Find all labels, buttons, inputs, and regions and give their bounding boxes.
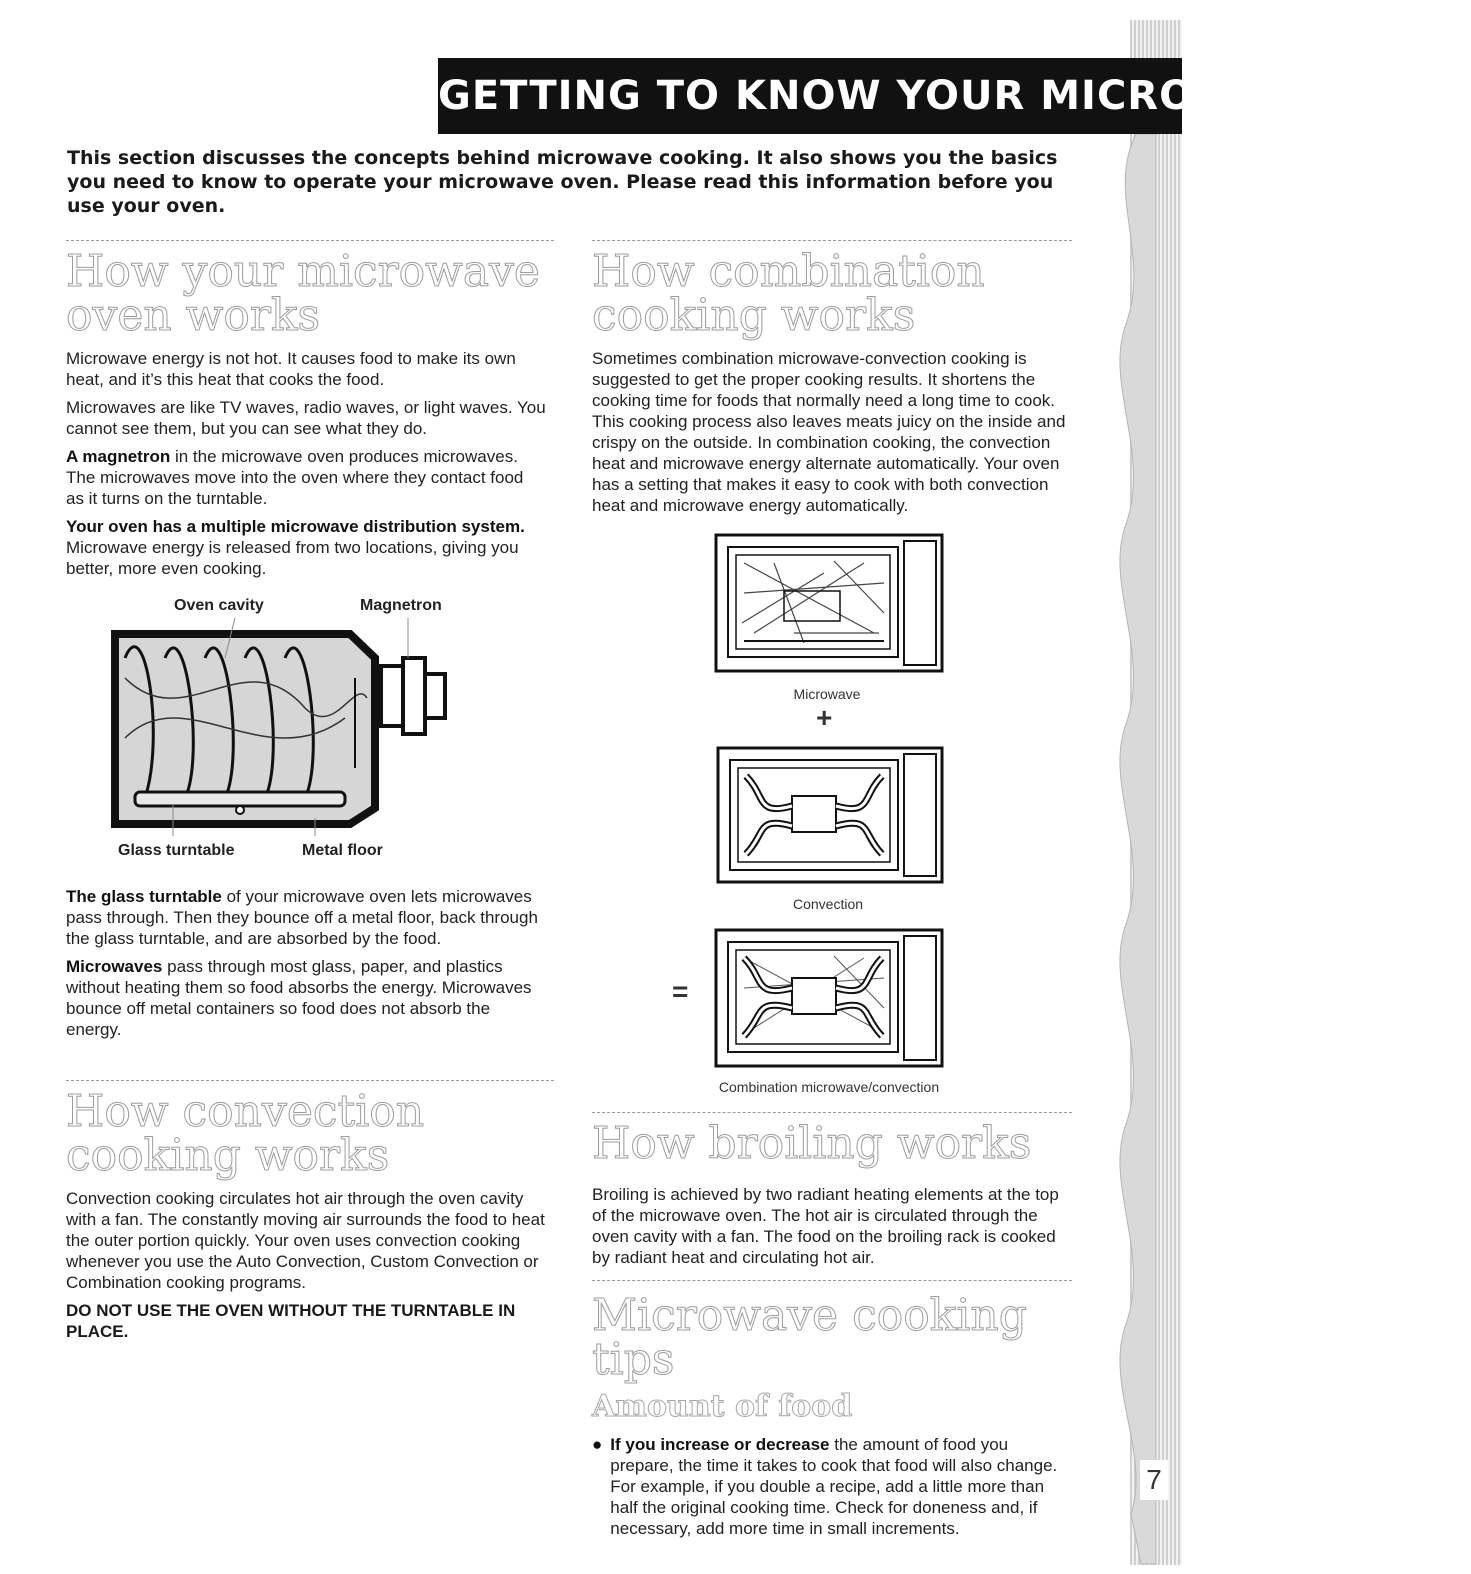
turntable-text [66,886,546,1047]
paragraph: Microwave energy is not hot. It causes food to make its own heat, and it’s this heat that cooks the food. [66,349,516,389]
equals-symbol: = [672,976,689,1007]
paragraph: Microwaves are like TV waves, radio waves, or light waves. You cannot see them, but you can see what they do. [66,398,546,438]
paragraph: Broiling is achieved by two radiant heating elements at the top of the microwave oven. The hot air is circulated through the oven cavity with a fan. The food on the broiling rack is cooked by radiant heat and circulating hot air. [592,1185,1059,1267]
section-title: How convection cooking works [66,1086,425,1181]
paragraph-text: of your microwave oven lets microwaves pass through. Then they bounce off a metal floor, back through the glass turntable, and are absorbed by the food. [66,887,538,948]
section-title: How broiling works [592,1118,1032,1169]
oven-cavity-diagram [105,618,455,836]
label-magnetron: Magnetron [360,597,442,614]
separator [592,240,1072,241]
separator [66,240,554,241]
paragraph-text: in the microwave oven produces microwaves. The microwaves move into the oven where they contact food as it turns on the turntable. [66,447,524,508]
paragraph-text: the amount of food you prepare, the time it takes to cook that food will also change. For example, if you double a recipe, add a little more than half the original cooking time. Check for doneness and, if necessary, add more time in small increments. [610,1435,1058,1538]
section-title: How combination cooking works [592,246,985,341]
section-combination [592,246,1072,523]
section-broiling [592,1118,1072,1275]
section-banner: GETTING TO KNOW YOUR MICROWAVE OVEN [438,58,1182,134]
bold-term: The glass turntable [66,887,222,906]
label-metal-floor: Metal floor [302,842,383,859]
paragraph [66,956,546,1040]
section-title: Microwave cooking tips [592,1290,1027,1385]
page-edge-wave [1096,134,1156,1564]
bold-term: If you increase or decrease [610,1435,830,1454]
combination-oven-diagram [714,928,944,1068]
caption-microwave: Microwave [793,686,861,702]
label-oven-cavity: Oven cavity [174,597,264,614]
label-glass-turntable: Glass turntable [118,842,235,859]
paragraph: Sometimes combination microwave-convection cooking is suggested to get the proper cooking results. It shortens the cooking time for foods that normally need a long time to cook. This cooking process also leaves meats juicy on the inside and crispy on the outside. In combination cooking, the convection heat and microwave energy alternate automatically. Your oven has a setting that makes it easy to cook with both convection heat and microwave energy automatically. [592,349,1066,515]
paragraph: Convection cooking circulates hot air through the oven cavity with a fan. The constantly moving air surrounds the food to heat the outer portion quickly. Your oven uses convection cooking whenever you use the Auto Convection, Custom Convection or Combination cooking programs. [66,1189,545,1292]
microwave-oven-diagram [714,533,944,673]
caption-convection: Convection [792,896,864,912]
section-tips [592,1290,1072,1546]
bold-term: A magnetron [66,447,171,466]
caption-combination: Combination microwave/convection [718,1079,940,1095]
separator [66,1080,554,1081]
list-item [592,1434,1072,1546]
bold-term: Microwaves [66,957,163,976]
intro-paragraph: This section discusses the concepts behind microwave cooking. It also shows you the basics you need to know to operate your microwave oven. Please read this information before you use your oven. [67,147,1058,217]
separator [592,1280,1072,1281]
paragraph-text: pass through most glass, paper, and plastics without heating them so food absorbs the energy. Microwaves bounce off metal containers so food does not absorb the energy. [66,957,532,1039]
plus-symbol: + [816,702,833,733]
bullet-icon: ● [592,1435,603,1454]
section-convection [66,1086,546,1342]
section-how-works [66,246,546,586]
warning-text: DO NOT USE THE OVEN WITHOUT THE TURNTABLE IN PLACE. [66,1301,516,1341]
section-title: How your microwave oven works [66,246,540,341]
paragraph-text: Microwave energy is released from two locations, giving you better, more even cooking. [66,538,519,578]
paragraph [66,886,546,949]
separator [592,1112,1072,1113]
paragraph [66,446,546,509]
convection-oven-diagram [716,746,944,884]
paragraph [610,1434,1060,1539]
bold-term: Your oven has a multiple microwave distribution system. [66,517,525,536]
page-number: 7 [1140,1460,1168,1500]
section-subtitle: Amount of food [592,1389,853,1424]
paragraph [66,516,546,579]
